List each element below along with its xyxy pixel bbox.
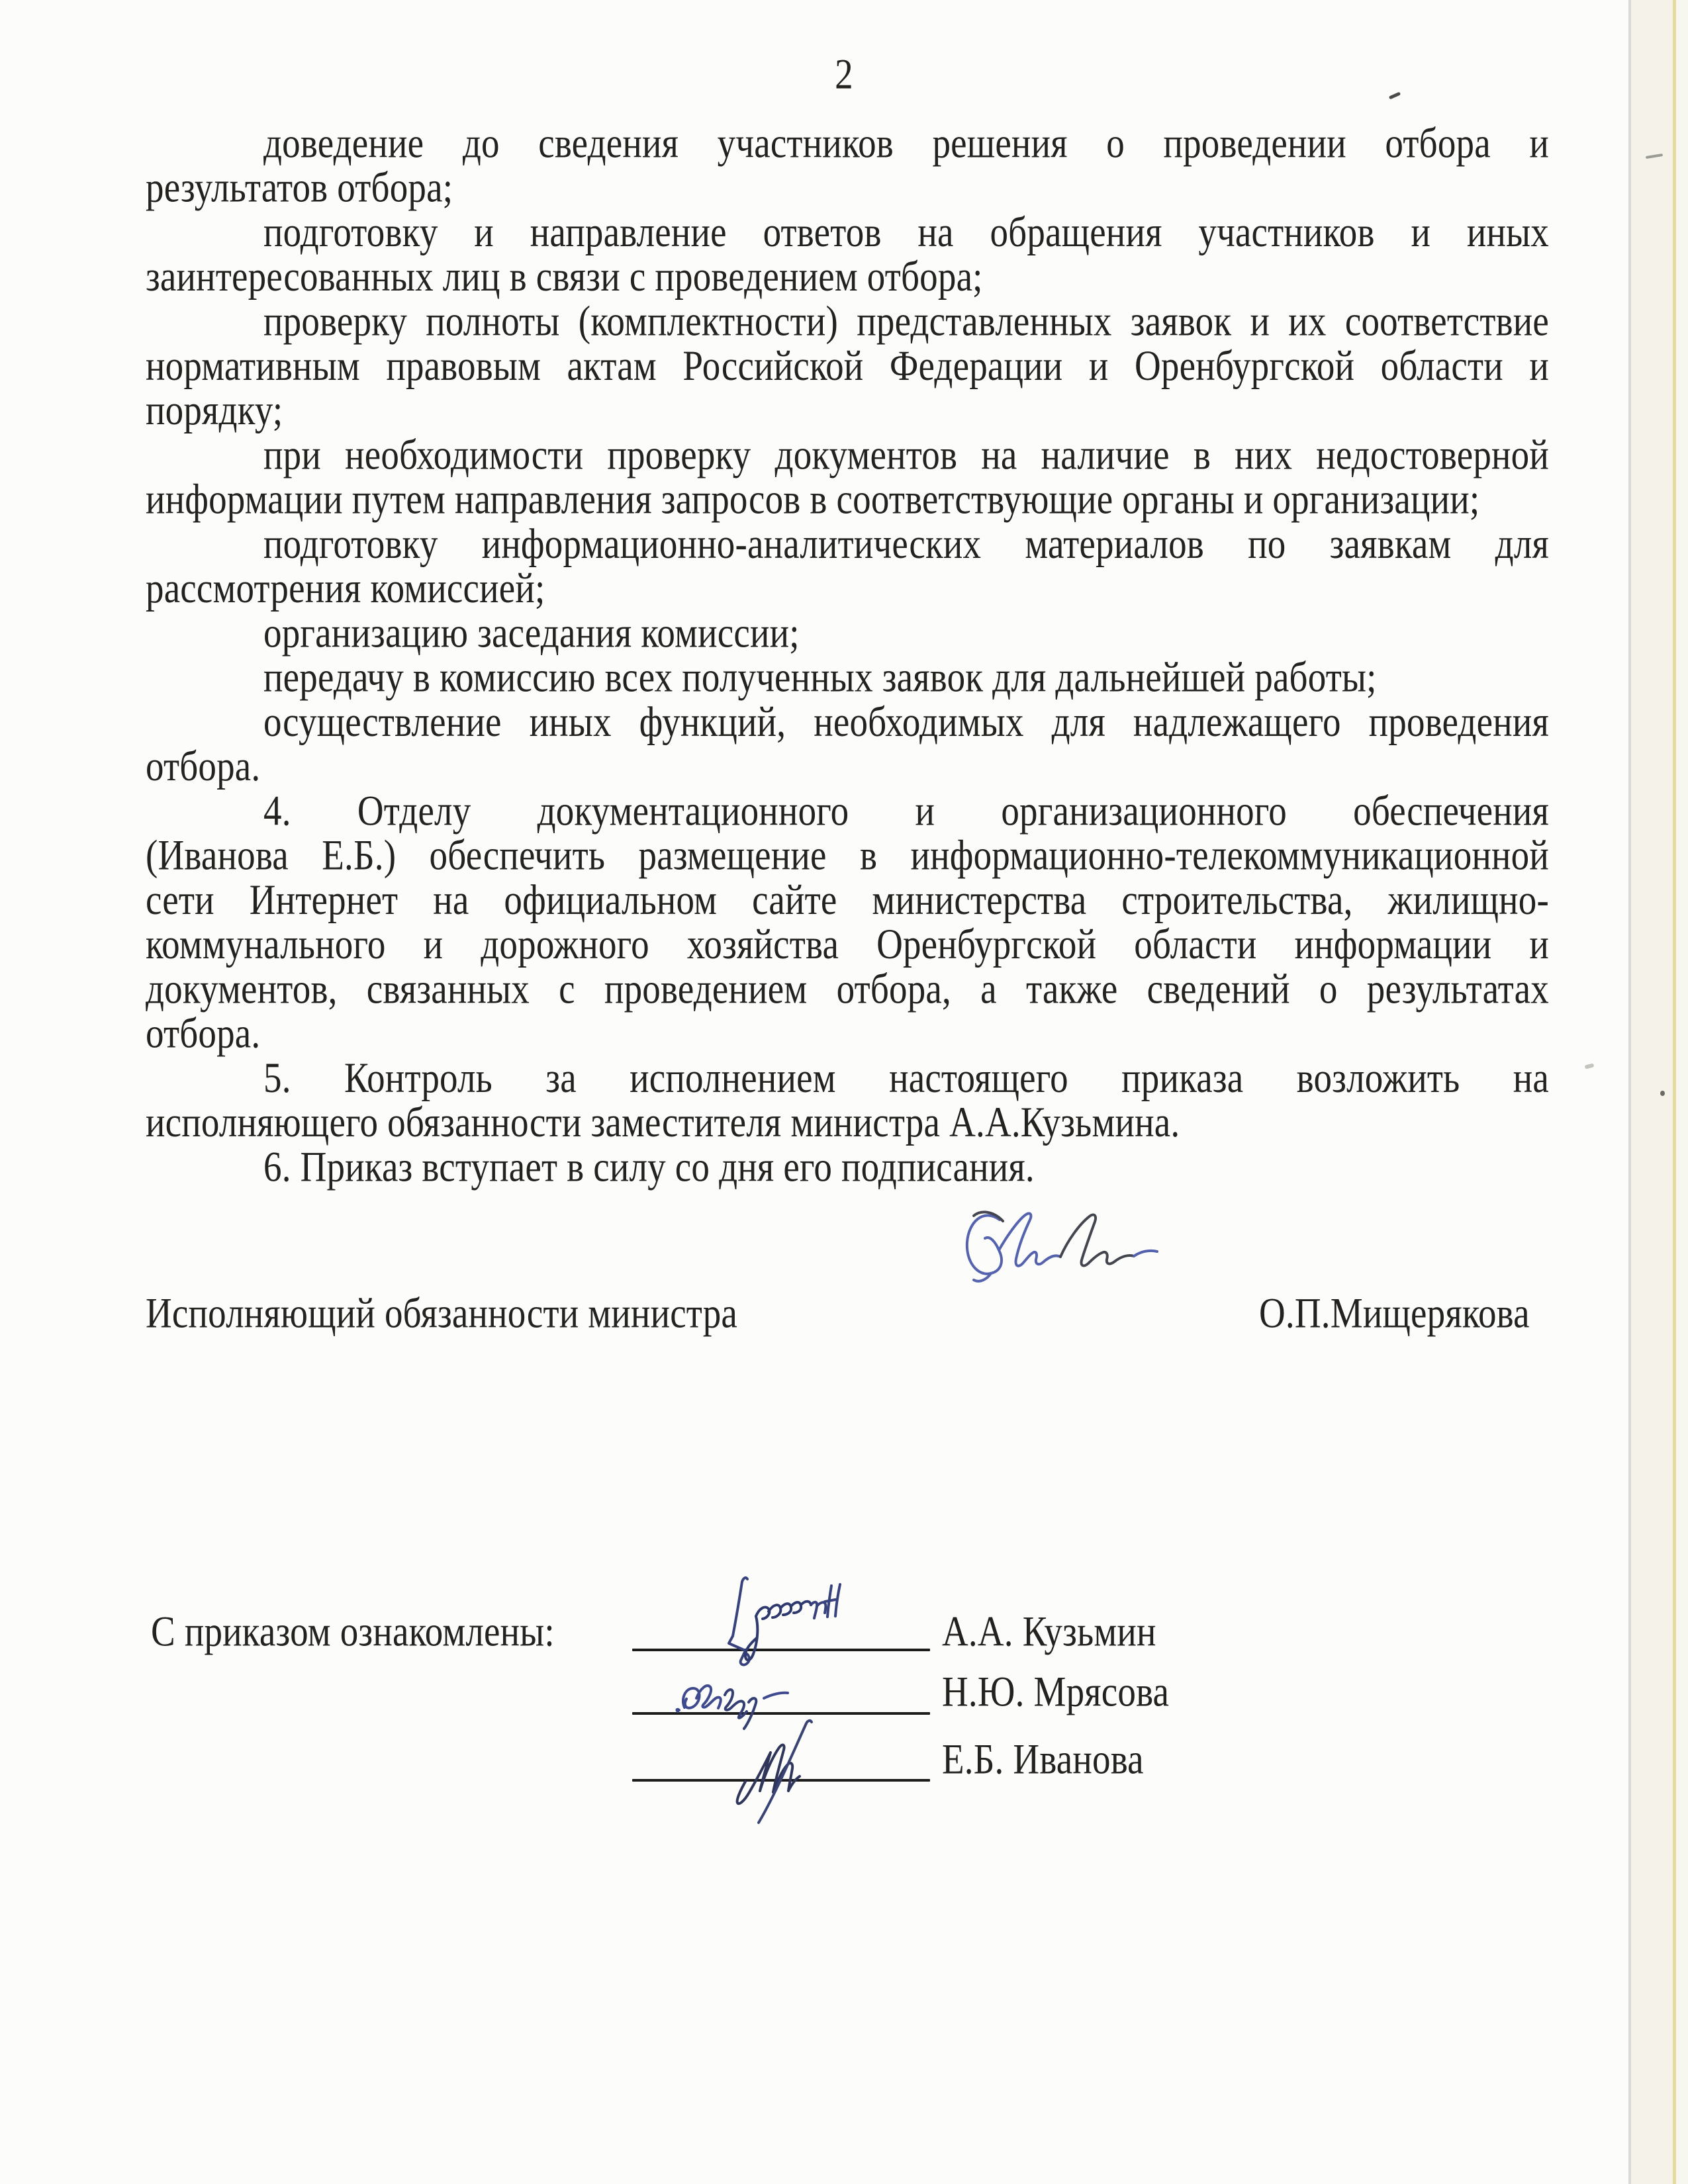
text-line: нормативным правовым актам Российской Федерации и Оренбургской области и — [146, 341, 1549, 389]
text-line: при необходимости проверку документов на наличие в них недостоверной — [263, 430, 1549, 478]
paragraph — [146, 610, 1549, 655]
scan-artifact-dot — [1660, 1091, 1665, 1096]
text-line: отбора. — [146, 1009, 261, 1057]
text-line: 5. Контроль за исполнением настоящего приказа возложить на — [263, 1054, 1549, 1102]
text-line: сети Интернет на официальном сайте министерства строительства, жилищно- — [146, 876, 1549, 924]
acknowledged-name: А.А. Кузьмин — [942, 1607, 1156, 1655]
document-body — [146, 120, 1549, 1189]
paragraph — [146, 1144, 1549, 1189]
paragraph — [146, 699, 1549, 788]
text-line: порядку; — [146, 386, 283, 434]
text-line: результатов отбора; — [146, 163, 453, 211]
page-number: 2 — [835, 50, 853, 98]
text-line: заинтересованных лиц в связи с проведением отбора; — [146, 252, 983, 300]
text-line: доведение до сведения участников решения о проведении отбора и — [263, 118, 1549, 167]
minister-signer-name: О.П.Мищерякова — [1259, 1289, 1530, 1337]
text-line: подготовку информационно-аналитических материалов по заявкам для — [263, 519, 1549, 567]
paragraph — [146, 432, 1549, 522]
ivanova-signature-icon — [727, 1718, 839, 1827]
paragraph — [146, 120, 1549, 210]
text-line: исполняющего обязанности заместителя министра А.А.Кузьмина. — [146, 1098, 1180, 1146]
scan-edge-strip — [1631, 0, 1673, 2184]
text-line: информации путем направления запросов в соответствующие органы и организации; — [146, 475, 1480, 523]
acknowledged-name: Н.Ю. Мрясова — [942, 1667, 1170, 1715]
text-line: коммунального и дорожного хозяйства Оренбургской области информации и — [146, 920, 1549, 968]
text-line: 6. Приказ вступает в силу со дня его подписания. — [263, 1142, 1035, 1191]
paragraph — [146, 298, 1549, 432]
paragraph — [146, 210, 1549, 299]
acknowledged-name: Е.Б. Иванова — [942, 1735, 1144, 1783]
text-line: осуществление иных функций, необходимых для надлежащего проведения — [263, 698, 1549, 745]
text-line: документов, связанных с проведением отбора, а также сведений о результатах — [146, 964, 1549, 1013]
kuzmin-signature-icon — [706, 1575, 845, 1668]
paragraph — [146, 1055, 1549, 1144]
text-line: 4. Отделу документационного и организационного обеспечения — [263, 786, 1549, 835]
text-line: организацию заседания комиссии; — [263, 608, 800, 657]
text-line: рассмотрения комиссией; — [146, 564, 545, 612]
mishcheryakova-signature-icon — [963, 1208, 1162, 1287]
acknowledgment-label: С приказом ознакомлены: — [151, 1607, 555, 1655]
text-line: проверку полноты (комплектности) представленных заявок и их соответствие — [263, 296, 1549, 345]
paragraph — [146, 521, 1549, 610]
text-line: отбора. — [146, 742, 261, 790]
paragraph — [146, 788, 1549, 1056]
paragraph — [146, 655, 1549, 699]
scan-edge-line — [1628, 0, 1631, 2184]
text-line: подготовку и направление ответов на обращения участников и иных — [263, 208, 1549, 256]
text-line: (Иванова Е.Б.) обеспечить размещение в информационно-телекоммуникационной — [146, 831, 1549, 879]
text-line: передачу в комиссию всех полученных заявок для дальнейшей работы; — [263, 653, 1377, 701]
scan-artifact-smudge — [1584, 1063, 1594, 1069]
scan-edge-outer — [1676, 0, 1688, 2184]
minister-position-label: Исполняющий обязанности министра — [146, 1289, 738, 1337]
